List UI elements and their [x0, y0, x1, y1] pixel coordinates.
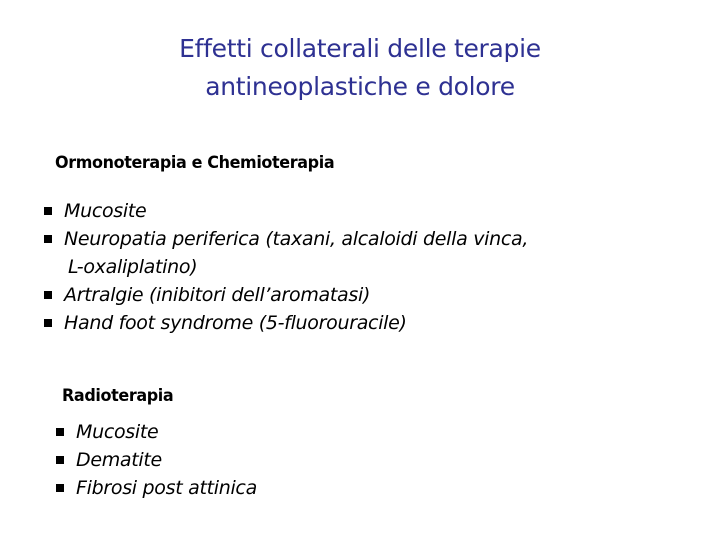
section-heading-radiotherapy: Radioterapia — [62, 386, 174, 406]
title-line-1: Effetti collaterali delle terapie — [179, 34, 541, 63]
square-bullet-icon — [56, 456, 64, 464]
section-heading-chemotherapy: Ormonoterapia e Chemioterapia — [55, 153, 335, 173]
square-bullet-icon — [44, 319, 52, 327]
list-item — [56, 474, 656, 502]
list-item — [56, 446, 656, 474]
list-item — [56, 418, 656, 446]
list-item-continuation: L-oxaliplatino) — [68, 256, 198, 278]
list-item-text: Hand foot syndrome (5-fluorouracile) — [64, 312, 407, 334]
chemotherapy-side-effects-list — [44, 197, 684, 337]
list-item — [44, 309, 684, 337]
square-bullet-icon — [56, 484, 64, 492]
title-line-2: antineoplastiche e dolore — [205, 72, 515, 101]
square-bullet-icon — [56, 428, 64, 436]
list-item-text: Mucosite — [76, 421, 159, 443]
list-item-text: Fibrosi post attinica — [76, 477, 257, 499]
square-bullet-icon — [44, 291, 52, 299]
list-item-text: Dematite — [76, 449, 162, 471]
list-item-text: Mucosite — [64, 200, 147, 222]
list-item — [44, 197, 684, 225]
slide-title — [60, 30, 660, 106]
list-item — [44, 281, 684, 309]
square-bullet-icon — [44, 235, 52, 243]
list-item-text: Artralgie (inibitori dell’aromatasi) — [64, 284, 371, 306]
radiotherapy-side-effects-list — [56, 418, 656, 502]
list-item-text: Neuropatia periferica (taxani, alcaloidi della vinca, — [64, 228, 529, 250]
list-item — [44, 225, 684, 281]
square-bullet-icon — [44, 207, 52, 215]
